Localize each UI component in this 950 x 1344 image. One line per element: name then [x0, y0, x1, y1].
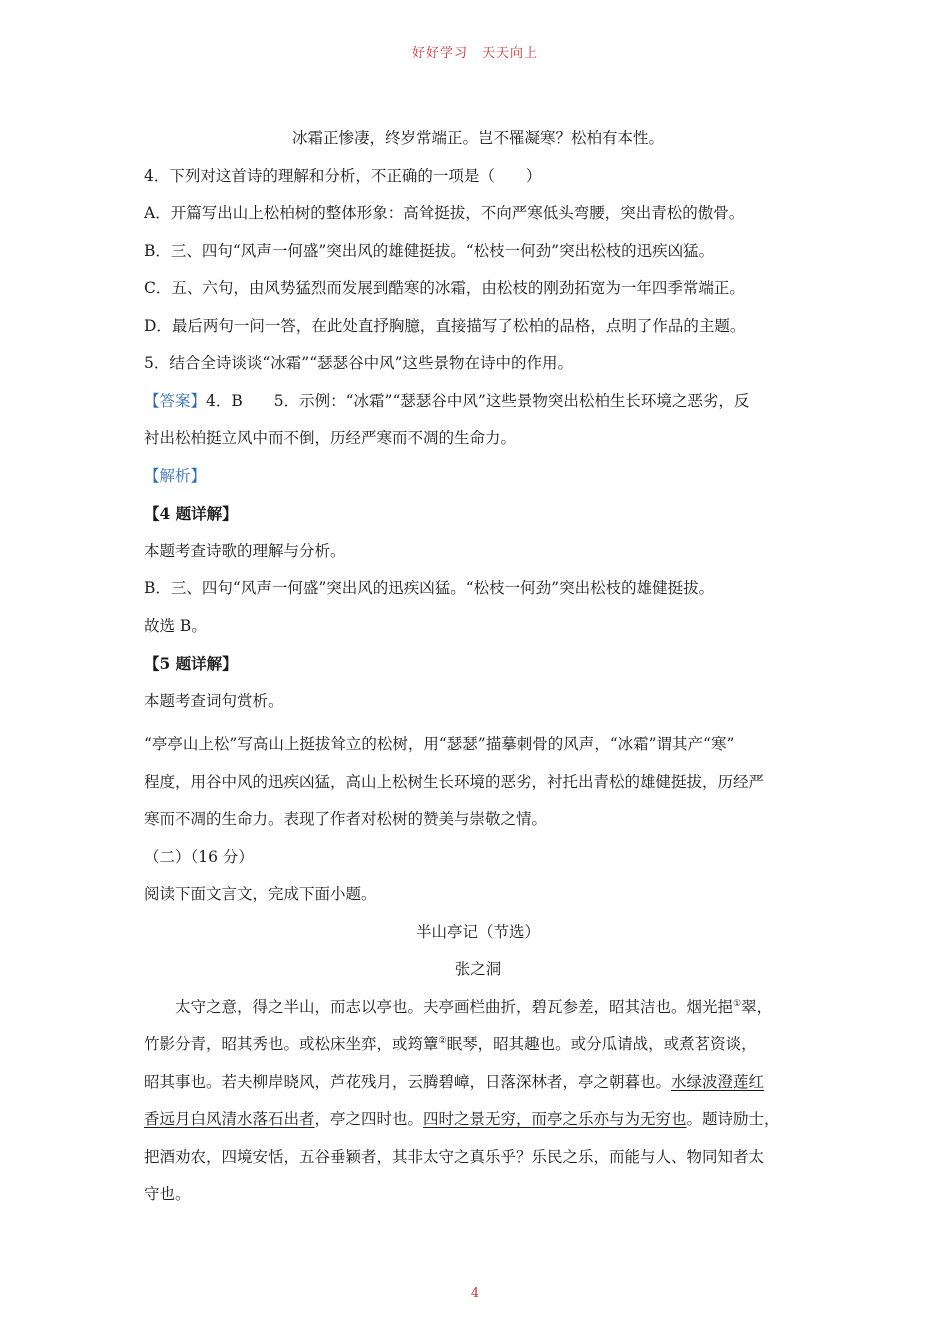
q5-stem: 5．结合全诗谈谈“冰霜”“瑟瑟谷中风”这些景物在诗中的作用。: [144, 354, 574, 372]
q4-option-a: A．开篇写出山上松柏树的整体形象：高耸挺拔，不向严寒低头弯腰，突出青松的傲骨。: [144, 204, 745, 222]
underlined-sentence-1-cont: 香远月白风清水落石出者: [144, 1110, 315, 1128]
q5-detail-body-2: 程度，用谷中风的迅疾凶猛，高山上松树生长环境的恶劣，衬托出青松的雄健挺拔，历经严: [144, 772, 765, 791]
section2-instruction: 阅读下面文言文，完成下面小题。: [144, 885, 377, 903]
answer-tag: 【答案】: [144, 391, 207, 410]
passage-text: 翠，: [741, 997, 773, 1016]
underlined-sentence-1: 水绿波澄莲红: [671, 1072, 765, 1091]
q5-detail-body-3: 寒而不凋的生命力。表现了作者对松树的赞美与崇敬之情。: [144, 810, 548, 828]
q4-option-d: D．最后两句一问一答，在此处直抒胸臆，直接描写了松柏的品格，点明了作品的主题。: [144, 316, 746, 335]
q4-option-b: B．三、四句“风声一何盛”突出风的雄健挺拔。“松枝一何劲”突出松枝的迅疾凶猛。: [144, 241, 715, 260]
document-body: [144, 120, 812, 1214]
passage-line-1: [144, 989, 812, 1027]
passage-line-5: 把酒劝农，四境安恬，五谷垂颖者，其非太守之真乐乎？乐民之乐，而能与人、物同知者太: [144, 1147, 765, 1166]
answer-line-2: 衬出松柏挺立风中而不倒，历经严寒而不凋的生命力。: [144, 429, 517, 447]
footnote-marker-2: ②: [438, 1035, 447, 1046]
footnote-marker-1: ①: [733, 998, 742, 1009]
q5-detail-intro: 本题考查词句赏析。: [144, 691, 284, 710]
q5-detail-body-1: “亭亭山上松”写高山上挺拔耸立的松树，用“瑟瑟”描摹刺骨的风声，“冰霜”谓其产“寒”: [144, 735, 735, 753]
q5-detail-title: 【5 题详解】: [144, 654, 238, 673]
passage-text: 竹影分青，昭其秀也。或松床坐弈，或筠簟: [144, 1035, 439, 1053]
underlined-sentence-2: 四时之景无穷，而亭之乐亦与为无穷也: [423, 1110, 687, 1128]
passage-text: 。题诗励士，: [686, 1110, 780, 1128]
section2-heading: （二）（16 分）: [144, 847, 254, 866]
passage-line-3: [144, 1064, 812, 1102]
q4-detail-title: 【4 题详解】: [144, 504, 238, 523]
q4-detail-line-3: 故选 B。: [144, 616, 207, 635]
passage-text: 昭其事也。若夫柳岸晓风，芦花残月，云腾碧嶂，日落深林者，亭之朝暮也。: [144, 1072, 672, 1091]
q4-detail-line-1: 本题考查诗歌的理解与分析。: [144, 541, 346, 560]
q4-detail-line-2: B．三、四句“风声一何盛”突出风的迅疾凶猛。“松枝一何劲”突出松枝的雄健挺拔。: [144, 579, 715, 597]
poem-last-line: 冰霜正惨凄，终岁常端正。岂不罹凝寒？松柏有本性。: [291, 129, 664, 147]
page-number: 4: [470, 1286, 480, 1301]
answer-text-1: 4．B 5．示例：“冰霜”“瑟瑟谷中风”这些景物突出松柏生长环境之恶劣，反: [206, 391, 750, 410]
page-header: 好好学习 天天向上: [411, 46, 538, 61]
q4-option-c: C．五、六句，由风势猛烈而发展到酷寒的冰霜，由松枝的刚劲拓宽为一年四季常端正。: [144, 279, 745, 297]
passage-title: 半山亭记（节选）: [415, 922, 540, 941]
answer-line-1: [144, 383, 812, 421]
passage-author: 张之洞: [454, 960, 502, 978]
passage-text: 太守之意，得之半山，而志以亭也。夫亭画栏曲折，碧瓦参差，昭其洁也。烟光挹: [175, 997, 734, 1016]
passage-line-2: [144, 1026, 812, 1064]
passage-text: ，亭之四时也。: [314, 1110, 424, 1128]
passage-text: 眠琴，昭其趣也。或分瓜请战，或煮茗资谈，: [446, 1035, 757, 1053]
analysis-tag: 【解析】: [144, 466, 207, 485]
passage-line-6: 守也。: [144, 1185, 191, 1203]
passage-line-4: [144, 1101, 812, 1139]
q4-stem: 4．下列对这首诗的理解和分析，不正确的一项是（ ）: [144, 166, 542, 185]
